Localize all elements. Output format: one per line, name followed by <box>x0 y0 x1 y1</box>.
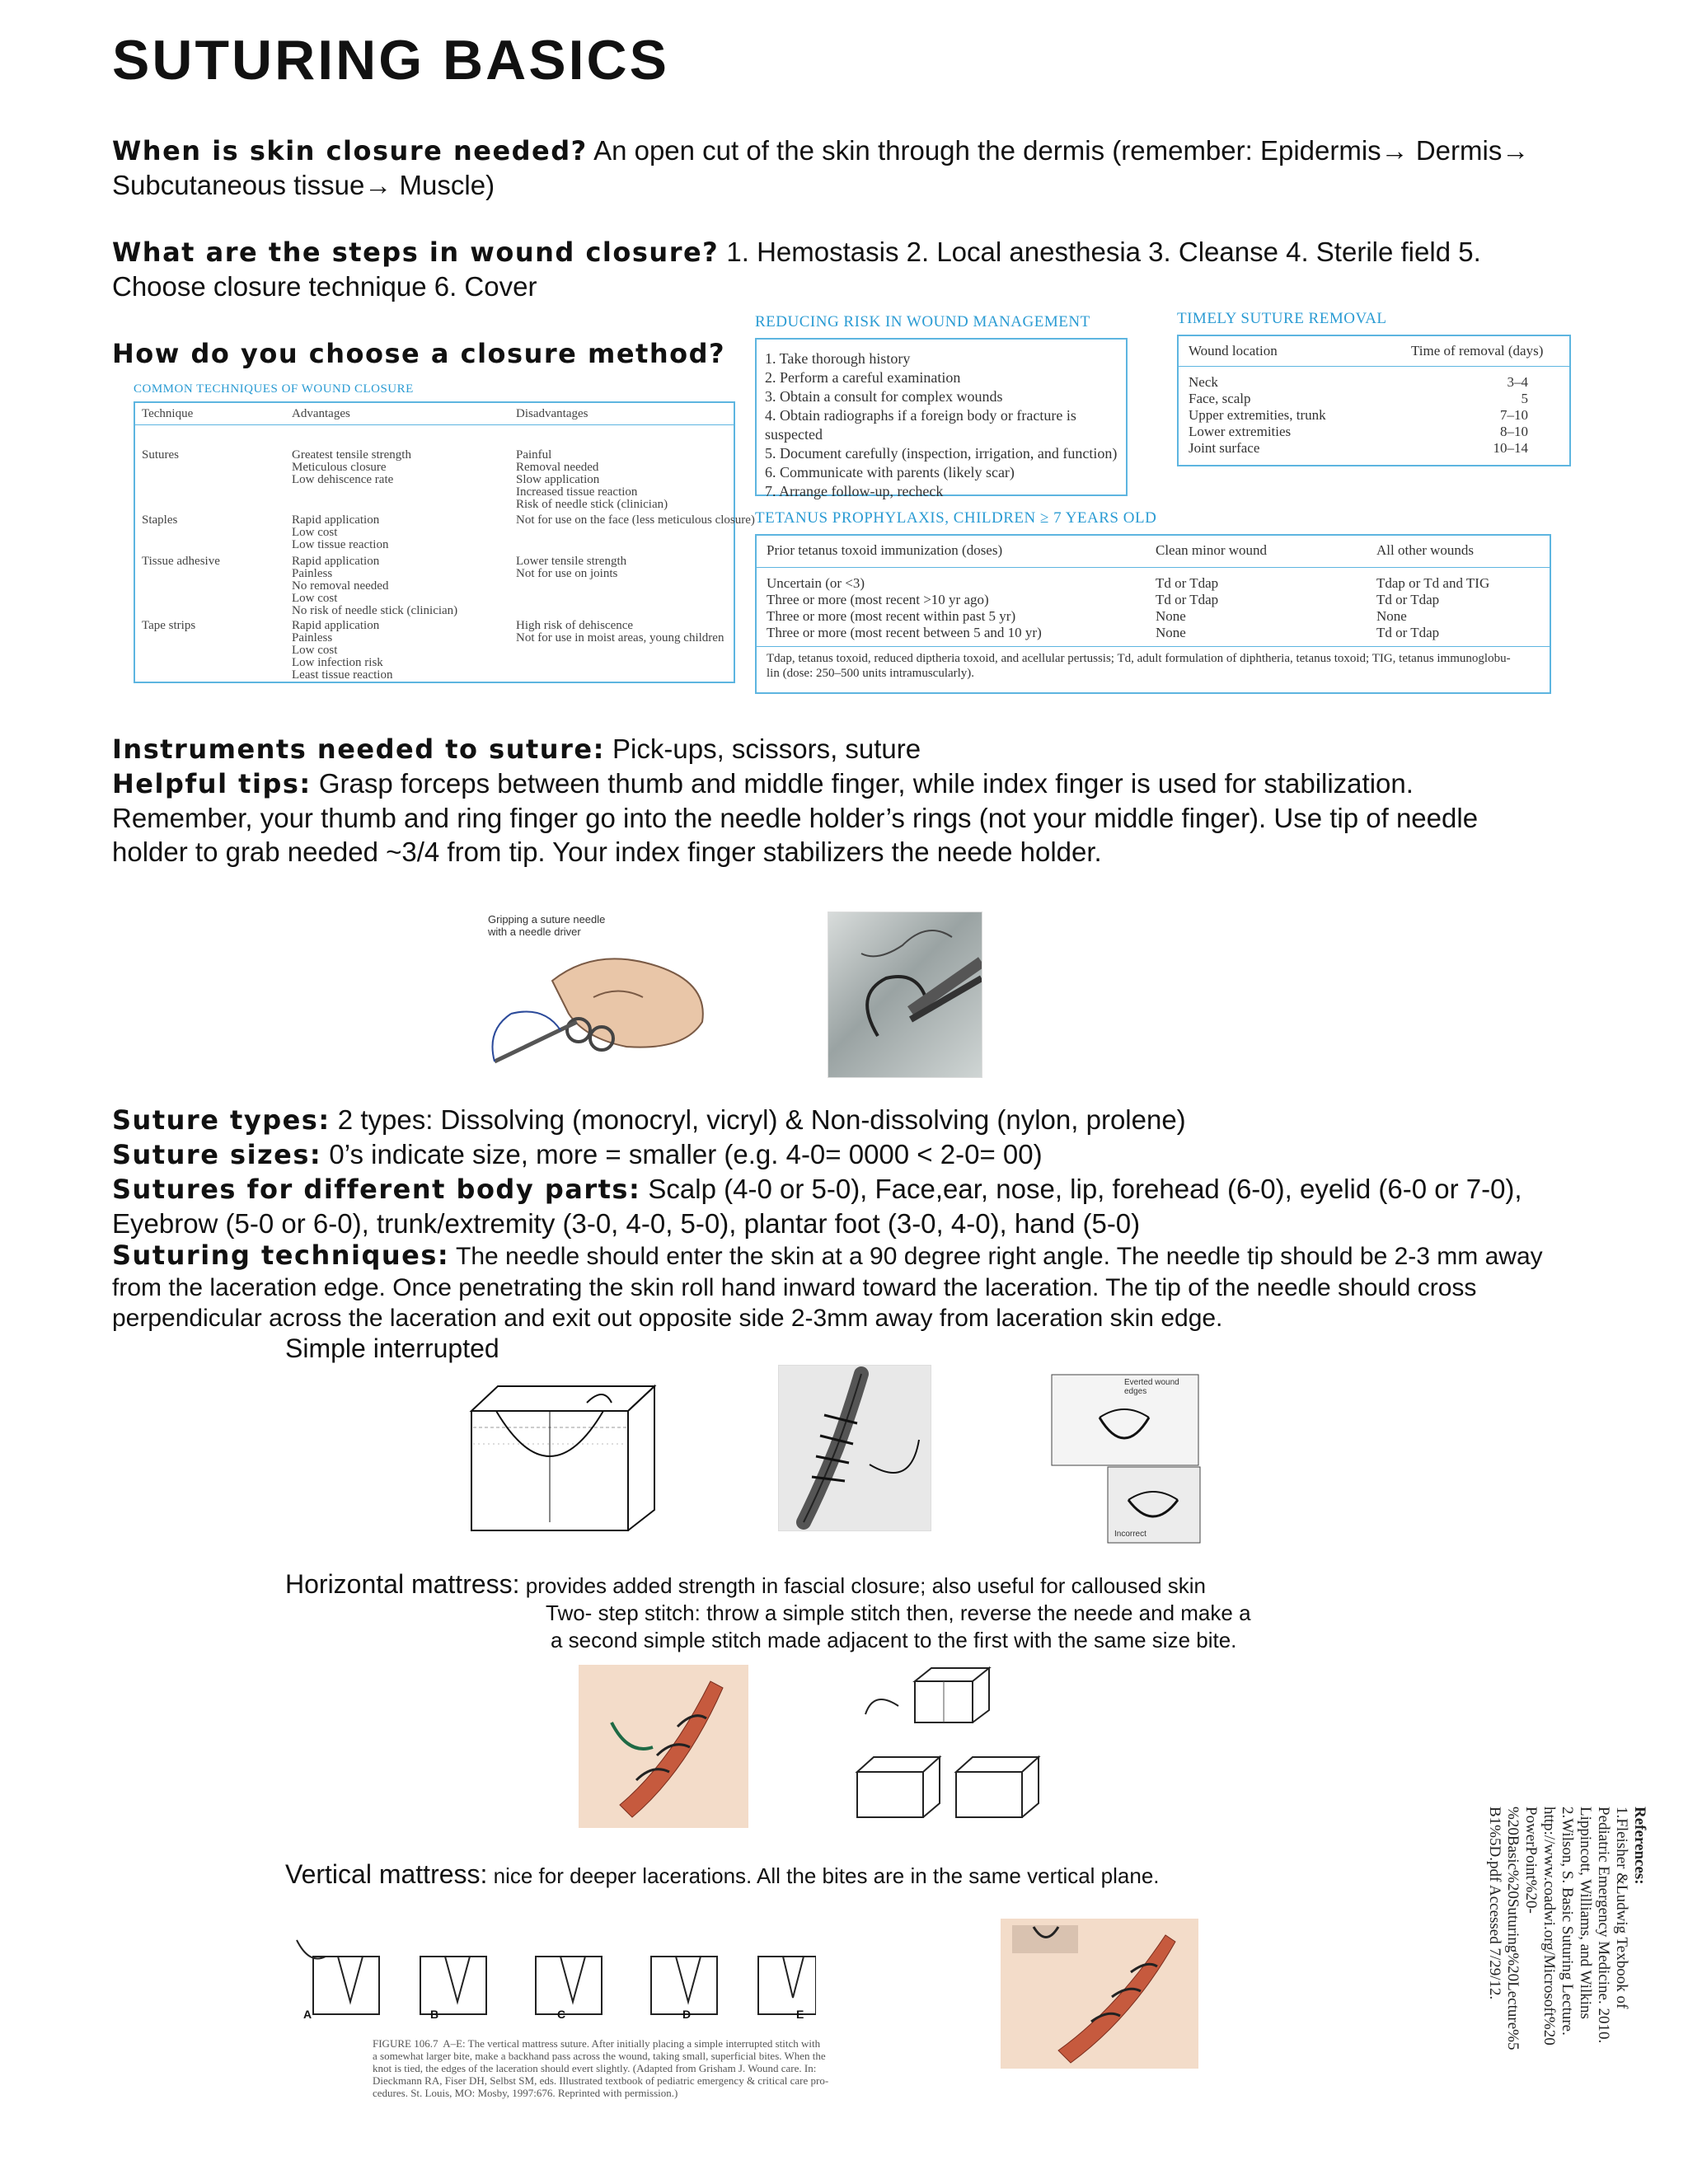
col-header: Wound location <box>1189 343 1278 359</box>
table-cell: 3–4 <box>1507 374 1528 390</box>
section-text-cont: Remember, your thumb and ring finger go into the needle holder’s rings (not your middle finger). Use tip of needle <box>112 803 1479 833</box>
technique-label: Horizontal mattress: <box>285 1569 520 1599</box>
tetanus-table <box>755 509 1551 694</box>
table-footnote: Tdap, tetanus toxoid, reduced diptheria toxoid, and acellular pertussis; Td, adult formulation of diphtheria, tetanus toxoid; TIG, tetanus immunoglobu- lin (dose: 250–500 units intramuscularly). <box>767 652 1511 680</box>
reference-line: B1%5D.pdf Accessed 7/29/12. <box>1486 1807 1503 2000</box>
section-text: Scalp (4-0 or 5-0), Face,ear, nose, lip, forehead (6-0), eyelid (6-0 or 7-0), <box>640 1174 1522 1204</box>
section-label: Sutures for different body parts: <box>112 1174 641 1205</box>
table-cell: Rapid application Low cost Low tissue reaction <box>292 513 389 551</box>
table-cell: Joint surface <box>1189 440 1260 456</box>
section-label: Instruments needed to suture: <box>112 733 605 765</box>
everted-edges-diagram <box>1050 1368 1203 1546</box>
table-cell: Staples <box>142 513 178 527</box>
horizontal-mattress-illustration <box>579 1665 748 1828</box>
section-text: The needle should enter the skin at a 90 degree right angle. The needle tip should be 2-3 mm away <box>449 1243 1543 1270</box>
section-label: Suturing techniques: <box>112 1240 450 1271</box>
references-list <box>1485 1807 1630 2050</box>
question-label: What are the steps in wound closure? <box>112 237 720 268</box>
table-row <box>1189 424 1528 440</box>
section-text-cont: Eyebrow (5-0 or 6-0), trunk/extremity (3-0, 4-0, 5-0), plantar foot (3-0, 4-0), hand (5-0) <box>112 1208 1141 1239</box>
table-row <box>767 575 1541 592</box>
reference-line: Lippincott, Williams, and Wilkins <box>1577 1807 1594 2019</box>
table-cell: Uncertain (or <3) <box>767 575 865 591</box>
table-cell: Lower extremities <box>1189 424 1292 439</box>
table-row <box>767 592 1541 608</box>
table-cell: Greatest tensile strength Meticulous closure Low dehiscence rate <box>292 448 411 486</box>
col-header: Time of removal (days) <box>1411 343 1544 359</box>
table-row <box>767 608 1541 625</box>
vertical-mattress-steps-diagram <box>288 1932 816 2031</box>
table-cell: None <box>1376 608 1407 624</box>
vertical-mattress <box>285 1859 1160 1890</box>
simple-interrupted-photo <box>778 1365 931 1531</box>
figure-caption: Gripping a suture needle with a needle driver <box>488 913 606 938</box>
technique-label: Vertical mattress: <box>285 1859 488 1889</box>
answer-text-cont: Choose closure technique 6. Cover <box>112 271 537 302</box>
table-cell: Tape strips <box>142 619 196 632</box>
fig-letter: C <box>557 2008 566 2021</box>
page-title: SUTURING BASICS <box>112 29 669 91</box>
technique-text-cont: a second simple stitch made adjacent to the first with the same size bite. <box>551 1628 1237 1652</box>
table-cell: Rapid application Painless No removal needed Low cost No risk of needle stick (clinician) <box>292 555 458 617</box>
col-header: Technique <box>142 407 194 420</box>
horizontal-mattress-blocks <box>849 1665 1045 1828</box>
answer-text: An open cut of the skin through the dermis (remember: Epidermis→ Dermis→ <box>587 135 1530 166</box>
table-cell: Not for use on the face (less meticulous closure) <box>516 513 755 527</box>
needle-closeup-photo <box>828 912 982 1078</box>
section-label: Suture sizes: <box>112 1139 322 1170</box>
closure-method-question <box>112 336 725 371</box>
section-text-cont: perpendicular across the laceration and exit out opposite side 2-3mm away from laceration skin edge. <box>112 1305 1223 1332</box>
references <box>1485 1807 1648 2050</box>
table-cell: Upper extremities, trunk <box>1189 407 1326 423</box>
section-text: Pick-ups, scissors, suture <box>604 733 921 764</box>
col-header: Clean minor wound <box>1156 542 1268 558</box>
reference-line: 2.Wilson, S. Basic Suturing Lecture. <box>1559 1807 1576 2036</box>
section-text-cont: holder to grab needed ~3/4 from tip. Your index finger stabilizers the neede holder. <box>112 837 1102 867</box>
table-cell: Td or Tdap <box>1156 592 1219 607</box>
table-title: TETANUS PROPHYLAXIS, CHILDREN ≥ 7 YEARS OLD <box>755 509 1157 527</box>
needle-drawing <box>828 912 982 1077</box>
table-cell: 7–10 <box>1500 407 1528 423</box>
section-text: 2 types: Dissolving (monocryl, vicryl) & Non-dissolving (nylon, prolene) <box>330 1104 1186 1135</box>
wound-closure-steps <box>112 235 1596 303</box>
box-title: REDUCING RISK IN WOUND MANAGEMENT <box>755 313 1090 330</box>
table-row <box>1189 440 1528 457</box>
col-header: Disadvantages <box>516 407 588 420</box>
col-header: Advantages <box>292 407 350 420</box>
table-cell: Neck <box>1189 374 1218 390</box>
table-cell: 8–10 <box>1500 424 1528 439</box>
fig-letter: D <box>682 2008 692 2021</box>
risk-item: 6. Communicate with parents (likely scar) <box>765 464 1015 480</box>
question-label: When is skin closure needed? <box>112 135 588 166</box>
table-cell: Td or Tdap <box>1156 575 1219 591</box>
suture-info <box>112 1103 1645 1240</box>
table-cell: High risk of dehiscence Not for use in moist areas, young children <box>516 619 724 644</box>
common-techniques-table <box>134 382 755 683</box>
section-text: 0’s indicate size, more = smaller (e.g. 4-0= 0000 < 2-0= 00) <box>321 1139 1043 1169</box>
section-text: Grasp forceps between thumb and middle finger, while index finger is used for stabilization. <box>311 768 1414 799</box>
fig-letter: B <box>430 2008 439 2021</box>
risk-list <box>755 338 1128 499</box>
reference-line: http://www.coadwi.org/Microsoft%20 <box>1540 1807 1558 2046</box>
risk-item: 3. Obtain a consult for complex wounds <box>765 388 1003 405</box>
table-cell: 5 <box>1521 391 1528 406</box>
answer-text-cont: Subcutaneous tissue→ Muscle) <box>112 170 495 200</box>
everted-label: Everted wound edges <box>1124 1378 1179 1396</box>
section-label: Suture types: <box>112 1104 331 1136</box>
table-title: TIMELY SUTURE REMOVAL <box>1177 310 1387 327</box>
section-label: Helpful tips: <box>112 768 312 799</box>
skin-closure-question <box>112 134 1596 202</box>
risk-item: 5. Document carefully (inspection, irrigation, and function) <box>765 445 1118 462</box>
table-cell: 10–14 <box>1493 440 1528 456</box>
table-cell: Painful Removal needed Slow application Increased tissue reaction Risk of needle stick (clinician) <box>516 448 668 511</box>
vertical-mattress-illustration <box>1001 1919 1198 2069</box>
table-row <box>1189 391 1528 407</box>
table-cell: Three or more (most recent >10 yr ago) <box>767 592 989 607</box>
question-label: How do you choose a closure method? <box>112 338 726 369</box>
risk-item: 4. Obtain radiographs if a foreign body or fracture is suspected <box>765 407 1076 443</box>
fig-letter: A <box>303 2008 312 2021</box>
technique-text-cont: Two- step stitch: throw a simple stitch then, reverse the neede and make a <box>546 1601 1251 1625</box>
removal-rows <box>1189 374 1528 457</box>
table-row <box>1189 374 1528 391</box>
table-row <box>1189 407 1528 424</box>
simple-interrupted-block-drawing <box>463 1378 661 1535</box>
fig-letter: E <box>796 2008 804 2021</box>
section-text-cont: from the laceration edge. Once penetrating the skin roll hand inward toward the laceration. The tip of the needle should cross <box>112 1274 1477 1301</box>
reference-line: %20Basic%20Suturing%20Lecture%5 <box>1504 1807 1522 2050</box>
references-heading: References: <box>1631 1807 1648 1885</box>
table-cell: Td or Tdap <box>1376 625 1440 640</box>
figure-caption: FIGURE 106.7 A–E: The vertical mattress suture. After initially placing a simple interrupted stitch with a somewhat larger bite, make a backhand pass across the wound, taking small, superficial bites. When the knot is tied, the edges of the laceration should evert slightly. (Adapted from Grisham J. Wound care. In: Dieckmann RA, Fiser DH, Selbst SM, eds. Illustrated textbook of pediatric emergency & critical care pro- cedures. St. Louis, MO: Mosby, 1997:676. Reprinted with permission.) <box>373 2037 829 2099</box>
table-cell: Tissue adhesive <box>142 555 220 568</box>
table-cell: Tdap or Td and TIG <box>1376 575 1490 591</box>
table-cell: None <box>1156 608 1186 624</box>
col-header: Prior tetanus toxoid immunization (doses) <box>767 542 1003 558</box>
risk-item: 7. Arrange follow-up, recheck <box>765 483 944 499</box>
table-title: COMMON TECHNIQUES OF WOUND CLOSURE <box>134 382 414 396</box>
table-cell: Sutures <box>142 448 179 462</box>
reference-line: Pediatric Emergency Medicine. 2010. <box>1595 1807 1612 2044</box>
table-cell: None <box>1156 625 1186 640</box>
reference-line: 1.Fleisher &Ludwig Texbook of <box>1613 1807 1630 2009</box>
incorrect-label: Incorrect <box>1114 1530 1146 1539</box>
reference-line: PowerPoint%20- <box>1522 1807 1540 1914</box>
table-cell: Three or more (most recent between 5 and 10 yr) <box>767 625 1042 640</box>
table-cell: Three or more (most recent within past 5 yr) <box>767 608 1016 624</box>
technique-text: provides added strength in fascial closure; also useful for calloused skin <box>519 1573 1206 1598</box>
risk-item: 2. Perform a careful examination <box>765 369 961 386</box>
table-cell: Td or Tdap <box>1376 592 1440 607</box>
horizontal-mattress <box>285 1569 1686 1654</box>
suture-removal-table <box>1177 310 1571 466</box>
table-cell: Lower tensile strength Not for use on joints <box>516 555 627 580</box>
table-cell: Rapid application Painless Low cost Low infection risk Least tissue reaction <box>292 619 393 682</box>
simple-interrupted-label: Simple interrupted <box>285 1333 499 1363</box>
reducing-risk-box <box>755 313 1128 499</box>
tetanus-rows <box>767 575 1541 641</box>
needle-grip-illustration <box>478 907 725 1071</box>
col-header: All other wounds <box>1376 542 1475 558</box>
suturing-techniques <box>112 1238 1662 1333</box>
instruments-and-tips <box>112 732 1629 869</box>
table-cell: Face, scalp <box>1189 391 1251 406</box>
table-row <box>767 625 1541 641</box>
risk-item: 1. Take thorough history <box>765 350 911 367</box>
technique-text: nice for deeper lacerations. All the bites are in the same vertical plane. <box>487 1863 1160 1888</box>
answer-text: 1. Hemostasis 2. Local anesthesia 3. Cleanse 4. Sterile field 5. <box>719 237 1481 267</box>
